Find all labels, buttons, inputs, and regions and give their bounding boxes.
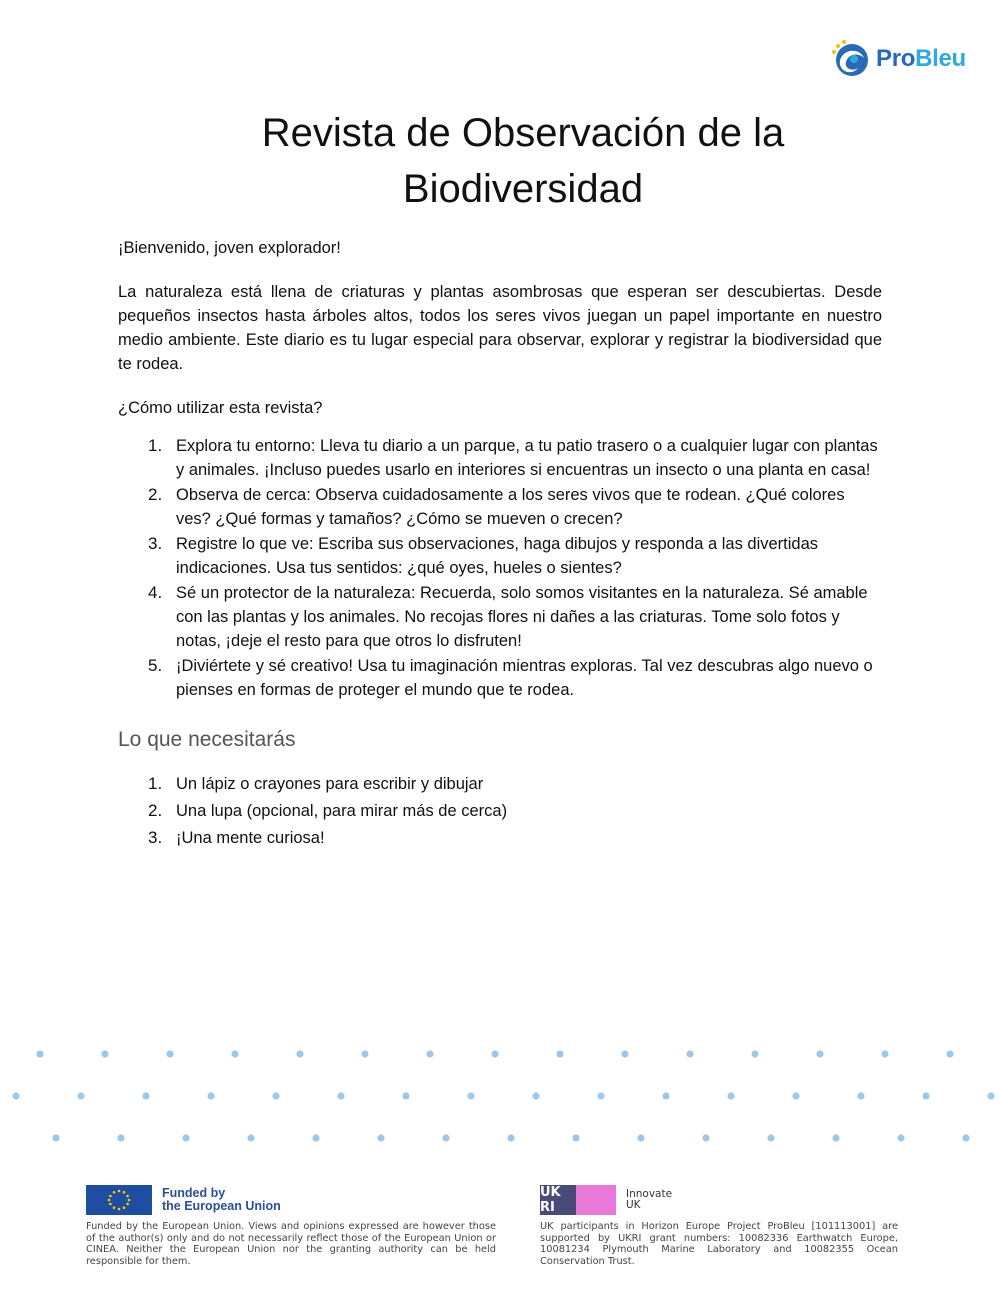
greeting: ¡Bienvenido, joven explorador! [118,239,341,257]
decorative-dot [272,1092,279,1099]
list-item-number: 2. [148,485,163,504]
footer [0,1180,1000,1280]
list-item-text: Una lupa (opcional, para mirar más de cerca) [176,802,508,820]
decorative-dot [442,1134,449,1141]
ukri-funding-block [540,1185,898,1267]
list-item-number: 1. [148,436,163,455]
eu-flag-icon [86,1185,152,1215]
decorative-dot [832,1134,839,1141]
list-item-text: ¡Una mente curiosa! [176,829,325,847]
decorative-dot [467,1092,474,1099]
decorative-dot [922,1092,929,1099]
list-item [118,483,882,531]
how-to-heading: ¿Cómo utilizar esta revista? [118,399,323,417]
list-item [118,581,882,653]
list-item-number: 3. [148,828,163,847]
decorative-dot [77,1092,84,1099]
decorative-dot [247,1134,254,1141]
decorative-dot [426,1050,433,1057]
decorative-dot [686,1050,693,1057]
decorative-dot [556,1050,563,1057]
decorative-dot [207,1092,214,1099]
decorative-dot [312,1134,319,1141]
decorative-dot [296,1050,303,1057]
title-line-2: Biodiversidad [402,167,644,211]
decorative-dot [702,1134,709,1141]
decorative-dot [142,1092,149,1099]
uk-disclaimer: UK participants in Horizon Europe Project ProBleu [101113001] are supported by UKRI grant numbers: 10082336 Earthwatch Europe, 10081234 Plymouth Marine Laboratory and 10082355 Ocean Conservation Trust. [540,1221,898,1267]
decorative-dot [337,1092,344,1099]
list-item-text: Explora tu entorno: Lleva tu diario a un parque, a tu patio trasero o a cualquier lugar con plantas y animales. ¡Incluso puedes usarlo en interiores si encuentras un insecto o una planta en casa! [176,437,878,479]
list-item-number: 2. [148,801,163,820]
decorative-dot [857,1092,864,1099]
title-line-1: Revista de Observación de la [261,111,785,155]
decorative-dot [117,1134,124,1141]
list-item-number: 4. [148,583,163,602]
list-item-text: Registre lo que ve: Escriba sus observaciones, haga dibujos y responda a las divertidas indicaciones. Usa tus sentidos: ¿qué oyes, hueles o sientes? [176,535,819,577]
decorative-dot [767,1134,774,1141]
intro-paragraph: La naturaleza está llena de criaturas y plantas asombrosas que esperan ser descubiertas. Desde pequeños insectos hasta árboles altos, todos los seres vivos juegan un papel importante en nuestro medio ambiente. Este diario es tu lugar especial para observar, explorar y registrar la biodiversidad que te rodea. [118,283,882,373]
list-item [118,532,882,580]
decorative-dot [637,1134,644,1141]
decorative-dot [532,1092,539,1099]
decorative-dot [402,1092,409,1099]
decorative-dot [597,1092,604,1099]
how-to-steps-list [118,434,882,702]
list-item-number: 5. [148,656,163,675]
decorative-dot [361,1050,368,1057]
probleu-logo [830,38,966,80]
decorative-dot-pattern [0,1040,1000,1160]
innovate-uk-label: Innovate UK [626,1188,673,1211]
list-item [118,654,882,702]
list-item-text: Un lápiz o crayones para escribir y dibujar [176,775,484,793]
decorative-dot [621,1050,628,1057]
list-item [118,772,882,796]
decorative-dot [166,1050,173,1057]
probleu-wordmark: ProBleu [876,45,966,72]
decorative-dot [881,1050,888,1057]
decorative-dot [12,1092,19,1099]
decorative-dot [491,1050,498,1057]
probleu-swirl-icon [830,38,872,80]
decorative-dot [182,1134,189,1141]
eu-disclaimer: Funded by the European Union. Views and opinions expressed are however those of the author(s) only and do not necessarily reflect those of the European Union or CINEA. Neither the European Union nor the granting authority can be held responsible for them. [86,1221,496,1267]
decorative-dot [897,1134,904,1141]
decorative-dot [36,1050,43,1057]
eu-funded-label: Funded by the European Union [162,1186,281,1213]
decorative-dot [987,1092,994,1099]
list-item [118,826,882,850]
decorative-dot [962,1134,969,1141]
list-item-text: ¡Diviértete y sé creativo! Usa tu imaginación mientras exploras. Tal vez descubras algo nuevo o pienses en formas de proteger el mundo que te rodea. [176,657,873,699]
list-item-text: Observa de cerca: Observa cuidadosamente a los seres vivos que te rodean. ¿Qué colores ves? ¿Qué formas y tamaños? ¿Cómo se mueven o crecen? [176,486,845,528]
decorative-dot [507,1134,514,1141]
ukri-logo: UK RI [540,1185,616,1215]
journal-content [118,236,882,853]
decorative-dot [662,1092,669,1099]
decorative-dot [231,1050,238,1057]
list-item [118,434,882,482]
page-title [0,105,1000,217]
list-item-number: 1. [148,774,163,793]
decorative-dot [101,1050,108,1057]
decorative-dot [816,1050,823,1057]
decorative-dot [52,1134,59,1141]
eu-funding-block [86,1185,496,1267]
decorative-dot [792,1092,799,1099]
needs-heading: Lo que necesitarás [118,728,296,751]
decorative-dot [751,1050,758,1057]
needs-list [118,772,882,850]
decorative-dot [946,1050,953,1057]
decorative-dot [572,1134,579,1141]
list-item-text: Sé un protector de la naturaleza: Recuerda, solo somos visitantes en la naturaleza. Sé amable con las plantas y los animales. No recojas flores ni dañes a las criaturas. Tome solo fotos y notas, ¡deje el resto para que otros lo disfruten! [176,584,868,650]
decorative-dot [377,1134,384,1141]
list-item [118,799,882,823]
decorative-dot [727,1092,734,1099]
list-item-number: 3. [148,534,163,553]
